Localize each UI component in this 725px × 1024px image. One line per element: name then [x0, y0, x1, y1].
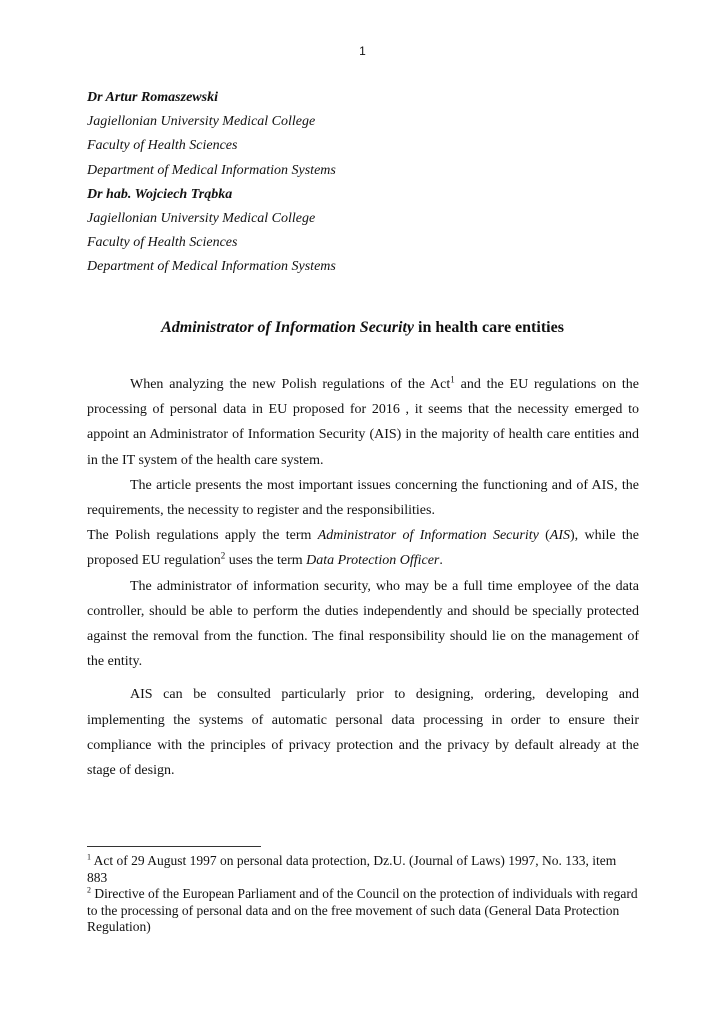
footnote — [87, 853, 639, 886]
footnote-mark: 2 — [87, 885, 91, 895]
author-block — [87, 86, 336, 280]
author-affiliation: Jagiellonian University Medical College — [87, 114, 316, 130]
paragraph: The administrator of information security, who may be a full time employee of the data controller, should be able to perform the duties independently and should be specially protected against the removal from the function. The final responsibility should lie on the management of the entity. — [87, 578, 639, 670]
title-italic: Administrator of Information Security — [161, 319, 415, 336]
page-number: 1 — [359, 44, 366, 58]
footnote-text: Directive of the European Parliament and of the Council on the protection of individuals with regard to the processing of personal data and on the free movement of such data (General Data Protection Regulation) — [87, 886, 638, 934]
author-affiliation: Faculty of Health Sciences — [87, 235, 238, 251]
footnote-ref: 1 — [450, 374, 455, 385]
author-name: Dr Artur Romaszewski — [87, 90, 218, 105]
footnotes — [87, 853, 639, 936]
text-run: and the EU regulations on the processing of personal data in EU proposed for 2016 , it seems that the necessity emerged to appoint an Administrator of Information Security (AIS) in the majority of health care entities and in the IT system of the health care system. — [87, 377, 639, 468]
text-run: ), while the proposed EU regulation — [87, 528, 639, 569]
term-italic: Data Protection Officer — [306, 553, 440, 569]
footnote-text: Act of 29 August 1997 on personal data protection, Dz.U. (Journal of Laws) 1997, No. 133, item 883 — [87, 853, 617, 885]
paper-title — [0, 319, 725, 337]
title-rest: in health care entities — [414, 319, 564, 336]
text-run: uses the term — [225, 553, 307, 569]
author-name: Dr hab. Wojciech Trąbka — [87, 186, 233, 202]
footnote-separator — [87, 846, 261, 847]
text-run: When analyzing the new Polish regulations of the Act — [130, 377, 451, 392]
term-italic: Administrator of Information Security — [317, 528, 539, 544]
footnote — [87, 886, 639, 936]
footnote-mark: 1 — [87, 852, 91, 862]
text-run: . — [439, 553, 443, 569]
author-affiliation: Faculty of Health Sciences — [87, 138, 238, 154]
footnote-ref: 2 — [220, 550, 226, 561]
author-affiliation: Jagiellonian University Medical College — [87, 211, 316, 227]
body-text — [87, 372, 639, 783]
term-italic: AIS — [549, 528, 571, 544]
text-run: The Polish regulations apply the term — [87, 528, 318, 544]
paragraph — [87, 372, 639, 473]
text-run: ( — [538, 528, 550, 544]
author-affiliation: Department of Medical Information Systems — [87, 162, 336, 178]
paragraph — [87, 523, 639, 573]
author-affiliation: Department of Medical Information Systems — [87, 259, 336, 275]
paragraph: AIS can be consulted particularly prior to designing, ordering, developing and implementing the systems of automatic personal data processing in order to ensure their compliance with the principles of privacy protection and the privacy by default already at the stage of design. — [87, 687, 639, 779]
paragraph: The article presents the most important issues concerning the functioning and of AIS, the requirements, the necessity to register and the responsibilities. — [87, 477, 639, 519]
